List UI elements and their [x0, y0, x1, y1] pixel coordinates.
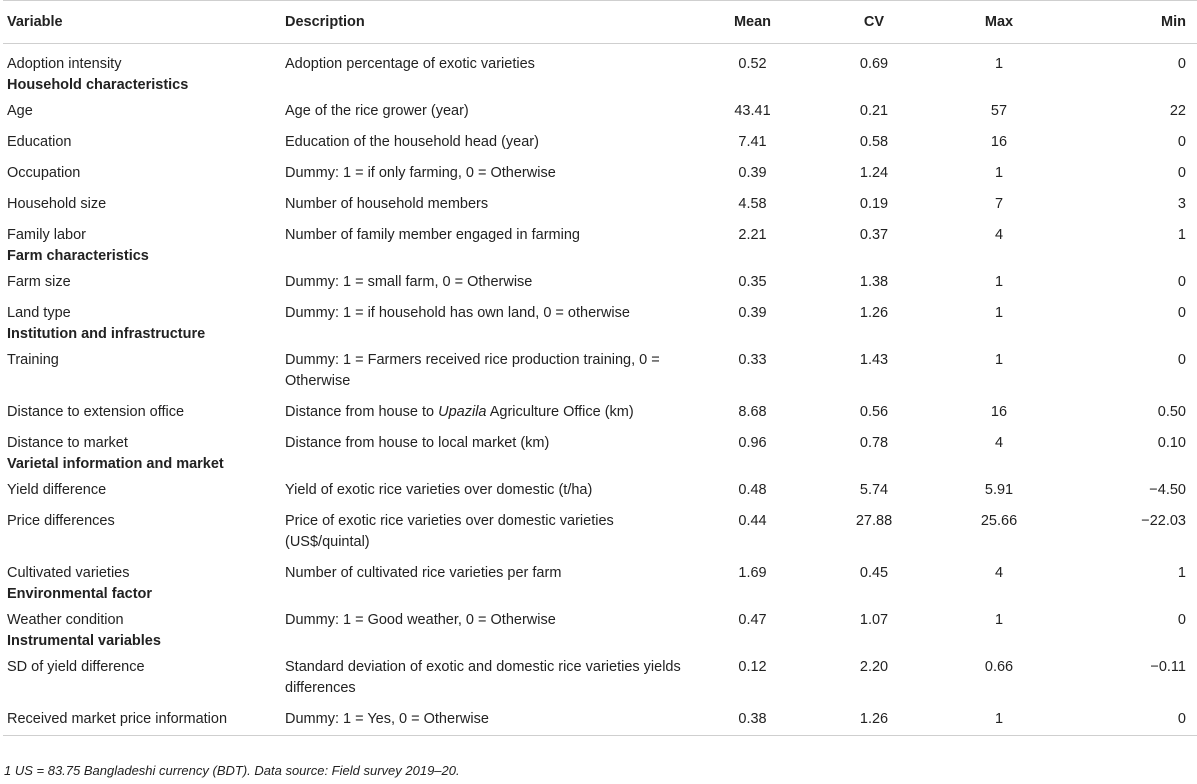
cell-cv: 0.78 — [859, 435, 889, 451]
section-row — [3, 584, 1197, 610]
cell-max: 4 — [994, 565, 1004, 581]
cell-description: Number of cultivated rice varieties per farm — [285, 565, 562, 581]
cell-min: 0.10 — [1157, 435, 1186, 451]
table-row — [3, 184, 1197, 215]
cell-max: 25.66 — [980, 513, 1018, 529]
cell-description: Price of exotic rice varieties over domestic varieties (US$/quintal) — [285, 513, 614, 550]
table-row — [3, 392, 1197, 423]
cell-mean: 2.21 — [738, 227, 767, 243]
cell-max: 7 — [994, 196, 1004, 212]
section-environment-heading: Environmental factor — [7, 586, 153, 602]
cell-description: Number of household members — [285, 196, 489, 212]
cell-cv: 2.20 — [859, 659, 889, 675]
section-row — [3, 324, 1197, 350]
table-row — [3, 44, 1197, 76]
description-italic-text: Upazila — [438, 404, 487, 420]
cell-min: 1 — [1177, 565, 1186, 581]
section-instrumental-heading: Instrumental variables — [7, 633, 161, 649]
cell-variable: Cultivated varieties — [7, 565, 130, 581]
cell-mean: 0.38 — [738, 711, 767, 727]
table-row — [3, 423, 1197, 454]
header-max: Max — [984, 13, 1014, 30]
section-row — [3, 75, 1197, 101]
table-row — [3, 610, 1197, 631]
cell-min: −22.03 — [1141, 513, 1186, 529]
cell-description: Dummy: 1 = small farm, 0 = Otherwise — [285, 274, 533, 290]
table-row — [3, 480, 1197, 501]
cell-mean: 4.58 — [738, 196, 767, 212]
cell-variable: Yield difference — [7, 482, 107, 498]
cell-min: 0 — [1177, 612, 1186, 628]
cell-description: Education of the household head (year) — [285, 134, 539, 150]
cell-variable: Distance to market — [7, 435, 128, 451]
description-text: Agriculture Office (km) — [486, 404, 634, 420]
cell-max: 1 — [994, 274, 1004, 290]
section-varietal-heading: Varietal information and market — [7, 456, 224, 472]
description-text: Distance from house to — [285, 404, 439, 420]
cell-variable: Farm size — [7, 274, 71, 290]
section-row — [3, 454, 1197, 480]
cell-max: 1 — [994, 165, 1004, 181]
cell-max: 16 — [990, 134, 1008, 150]
section-household-heading: Household characteristics — [7, 77, 189, 93]
table-row — [3, 553, 1197, 584]
cell-mean: 0.52 — [738, 56, 767, 72]
cell-max: 16 — [990, 404, 1008, 420]
header-variable: Variable — [7, 13, 63, 30]
cell-min: 1 — [1177, 227, 1186, 243]
table-row — [3, 350, 1197, 392]
cell-min: 0 — [1177, 352, 1186, 368]
cell-cv: 27.88 — [855, 513, 893, 529]
header-min: Min — [1161, 13, 1186, 30]
cell-cv: 1.26 — [859, 305, 889, 321]
header-row — [3, 1, 1197, 44]
cell-max: 1 — [994, 56, 1004, 72]
cell-cv: 1.07 — [859, 612, 889, 628]
table-row — [3, 215, 1197, 246]
cell-variable: Occupation — [7, 165, 81, 181]
cell-max: 1 — [994, 711, 1004, 727]
table-row — [3, 501, 1197, 553]
cell-min: 0.50 — [1157, 404, 1186, 420]
cell-min: 0 — [1177, 134, 1186, 150]
cell-max: 5.91 — [984, 482, 1014, 498]
cell-max: 4 — [994, 227, 1004, 243]
cell-max: 1 — [994, 305, 1004, 321]
cell-mean: 0.47 — [738, 612, 767, 628]
cell-mean: 8.68 — [738, 404, 767, 420]
cell-description: Dummy: 1 = Yes, 0 = Otherwise — [285, 711, 489, 727]
cell-mean: 0.39 — [738, 165, 767, 181]
cell-cv: 1.26 — [859, 711, 889, 727]
cell-mean: 7.41 — [738, 134, 767, 150]
cell-description: Age of the rice grower (year) — [285, 103, 469, 119]
cell-max: 0.66 — [984, 659, 1014, 675]
table-row — [3, 153, 1197, 184]
cell-mean: 0.35 — [738, 274, 767, 290]
cell-variable: Distance to extension office — [7, 404, 185, 420]
cell-min: 0 — [1177, 305, 1186, 321]
table-row — [3, 293, 1197, 324]
cell-variable: Received market price information — [7, 711, 228, 727]
cell-variable: Household size — [7, 196, 107, 212]
table-row — [3, 122, 1197, 153]
cell-variable: Age — [7, 103, 33, 119]
cell-cv: 1.43 — [859, 352, 889, 368]
cell-cv: 0.69 — [859, 56, 889, 72]
section-farm-heading: Farm characteristics — [7, 248, 149, 264]
cell-variable: Education — [7, 134, 72, 150]
section-institution-heading: Institution and infrastructure — [7, 326, 206, 342]
cell-min: 0 — [1177, 274, 1186, 290]
cell-cv: 5.74 — [859, 482, 889, 498]
cell-variable: Training — [7, 352, 59, 368]
cell-description: Dummy: 1 = if household has own land, 0 = otherwise — [285, 305, 630, 321]
cell-min: 0 — [1177, 165, 1186, 181]
descriptive-statistics-table — [3, 0, 1197, 736]
cell-description: Dummy: 1 = if only farming, 0 = Otherwise — [285, 165, 556, 181]
cell-mean: 0.39 — [738, 305, 767, 321]
section-row — [3, 246, 1197, 272]
cell-variable: Adoption intensity — [7, 56, 122, 72]
cell-description — [281, 392, 695, 423]
cell-description: Adoption percentage of exotic varieties — [285, 56, 535, 72]
cell-mean: 1.69 — [738, 565, 767, 581]
cell-description: Standard deviation of exotic and domestic rice varieties yields differences — [285, 659, 681, 696]
cell-min: −4.50 — [1149, 482, 1186, 498]
cell-cv: 0.21 — [859, 103, 889, 119]
cell-max: 4 — [994, 435, 1004, 451]
header-description: Description — [285, 13, 365, 30]
cell-mean: 0.48 — [738, 482, 767, 498]
cell-variable: Price differences — [7, 513, 115, 529]
cell-min: 0 — [1177, 56, 1186, 72]
cell-mean: 0.44 — [738, 513, 767, 529]
cell-cv: 0.37 — [859, 227, 889, 243]
cell-cv: 0.45 — [859, 565, 889, 581]
cell-cv: 0.56 — [859, 404, 889, 420]
cell-mean: 0.96 — [738, 435, 767, 451]
header-cv: CV — [863, 13, 885, 30]
cell-mean: 0.12 — [738, 659, 767, 675]
table-row — [3, 657, 1197, 699]
cell-variable: SD of yield difference — [7, 659, 145, 675]
cell-min: 0 — [1177, 711, 1186, 727]
cell-cv: 1.24 — [859, 165, 889, 181]
table-row — [3, 272, 1197, 293]
cell-variable: Family labor — [7, 227, 86, 243]
cell-description: Dummy: 1 = Good weather, 0 = Otherwise — [285, 612, 556, 628]
table-row — [3, 699, 1197, 736]
cell-cv: 0.19 — [859, 196, 889, 212]
cell-max: 57 — [990, 103, 1008, 119]
cell-min: 22 — [1169, 103, 1186, 119]
cell-min: 3 — [1177, 196, 1186, 212]
table-footnote: 1 US = 83.75 Bangladeshi currency (BDT). Data source: Field survey 2019–20. — [4, 763, 460, 778]
cell-min: −0.11 — [1150, 659, 1186, 675]
cell-mean: 43.41 — [734, 103, 771, 119]
cell-cv: 1.38 — [859, 274, 889, 290]
cell-variable: Weather condition — [7, 612, 124, 628]
cell-max: 1 — [994, 612, 1004, 628]
cell-cv: 0.58 — [859, 134, 889, 150]
table-row — [3, 101, 1197, 122]
cell-description: Yield of exotic rice varieties over domestic (t/ha) — [285, 482, 593, 498]
cell-max: 1 — [994, 352, 1004, 368]
cell-description: Distance from house to local market (km) — [285, 435, 550, 451]
cell-description: Dummy: 1 = Farmers received rice production training, 0 = Otherwise — [285, 352, 660, 389]
cell-description: Number of family member engaged in farming — [285, 227, 580, 243]
section-row — [3, 631, 1197, 657]
cell-mean: 0.33 — [738, 352, 767, 368]
header-mean: Mean — [733, 13, 772, 30]
cell-variable: Land type — [7, 305, 71, 321]
